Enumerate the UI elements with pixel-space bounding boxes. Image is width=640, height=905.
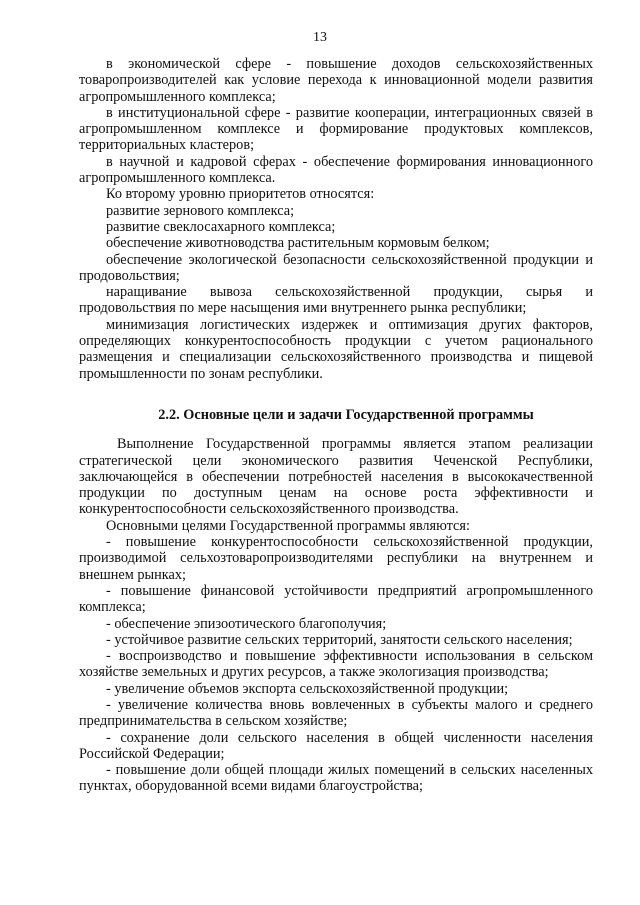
- list-item: минимизация логистических издержек и оптимизация других факторов, определяющих конкурентоспособность продукции с учетом рационального размещения и специализации сельскохозяйственного производства и пищевой промышленности по зонам республики.: [79, 316, 593, 382]
- list-item: - устойчивое развитие сельских территорий, занятости сельского населения;: [106, 631, 573, 648]
- list-item: - сохранение доли сельского населения в общей численности населения Российской Федерации;: [79, 729, 593, 762]
- list-item: - увеличение количества вновь вовлеченных в субъекты малого и среднего предпринимательства в сельском хозяйстве;: [79, 696, 593, 730]
- section-heading: 2.2. Основные цели и задачи Государственной программы: [158, 406, 534, 423]
- paragraph: в научной и кадровой сферах - обеспечение формирования инновационного агропромышленного комплекса.: [79, 153, 593, 187]
- list-item: - обеспечение эпизоотического благополучия;: [106, 615, 387, 632]
- list-item: развитие зернового комплекса;: [106, 202, 295, 219]
- list-item: - воспроизводство и повышение эффективности использования в сельском хозяйстве земельных и других ресурсов, а также экологизация производства;: [79, 648, 593, 681]
- list-item: обеспечение экологической безопасности сельскохозяйственной продукции и продовольствия;: [79, 251, 593, 284]
- list-item: - повышение конкурентоспособности сельскохозяйственной продукции, производимой сельхозтоваропроизводителями республики на внутреннем и внешнем рынках;: [79, 534, 593, 583]
- list-item: - повышение доли общей площади жилых помещений в сельских населенных пунктах, оборудованной всеми видами благоустройства;: [79, 762, 593, 795]
- paragraph: Выполнение Государственной программы является этапом реализации стратегической цели экономического развития Чеченской Республики, заключающейся в обеспечении потребностей населения в высококачественной продукции по доступным ценам на основе роста эффективности и конкурентоспособности сельскохозяйственного производства.: [79, 436, 593, 518]
- list-item: обеспечение животноводства растительным кормовым белком;: [106, 235, 490, 252]
- list-item: - повышение финансовой устойчивости предприятий агропромышленного комплекса;: [79, 582, 593, 616]
- paragraph: в институциональной сфере - развитие кооперации, интеграционных связей в агропромышленном комплексе и формирование продуктовых комплексов, территориальных кластеров;: [79, 104, 593, 154]
- paragraph: Ко второму уровню приоритетов относятся:: [106, 186, 375, 203]
- page-content: [79, 56, 593, 795]
- paragraph: в экономической сфере - повышение доходов сельскохозяйственных товаропроизводителей как условие перехода к инновационной модели развития агропромышленного комплекса;: [79, 56, 593, 105]
- list-item: - увеличение объемов экспорта сельскохозяйственной продукции;: [106, 680, 509, 697]
- list-item: наращивание вывоза сельскохозяйственной продукции, сырья и продовольствия по мере насыщения ими внутреннего рынка республики;: [79, 284, 593, 317]
- list-item: развитие свеклосахарного комплекса;: [106, 218, 336, 235]
- paragraph: Основными целями Государственной программы являются:: [106, 517, 470, 534]
- page-number: 13: [313, 30, 327, 45]
